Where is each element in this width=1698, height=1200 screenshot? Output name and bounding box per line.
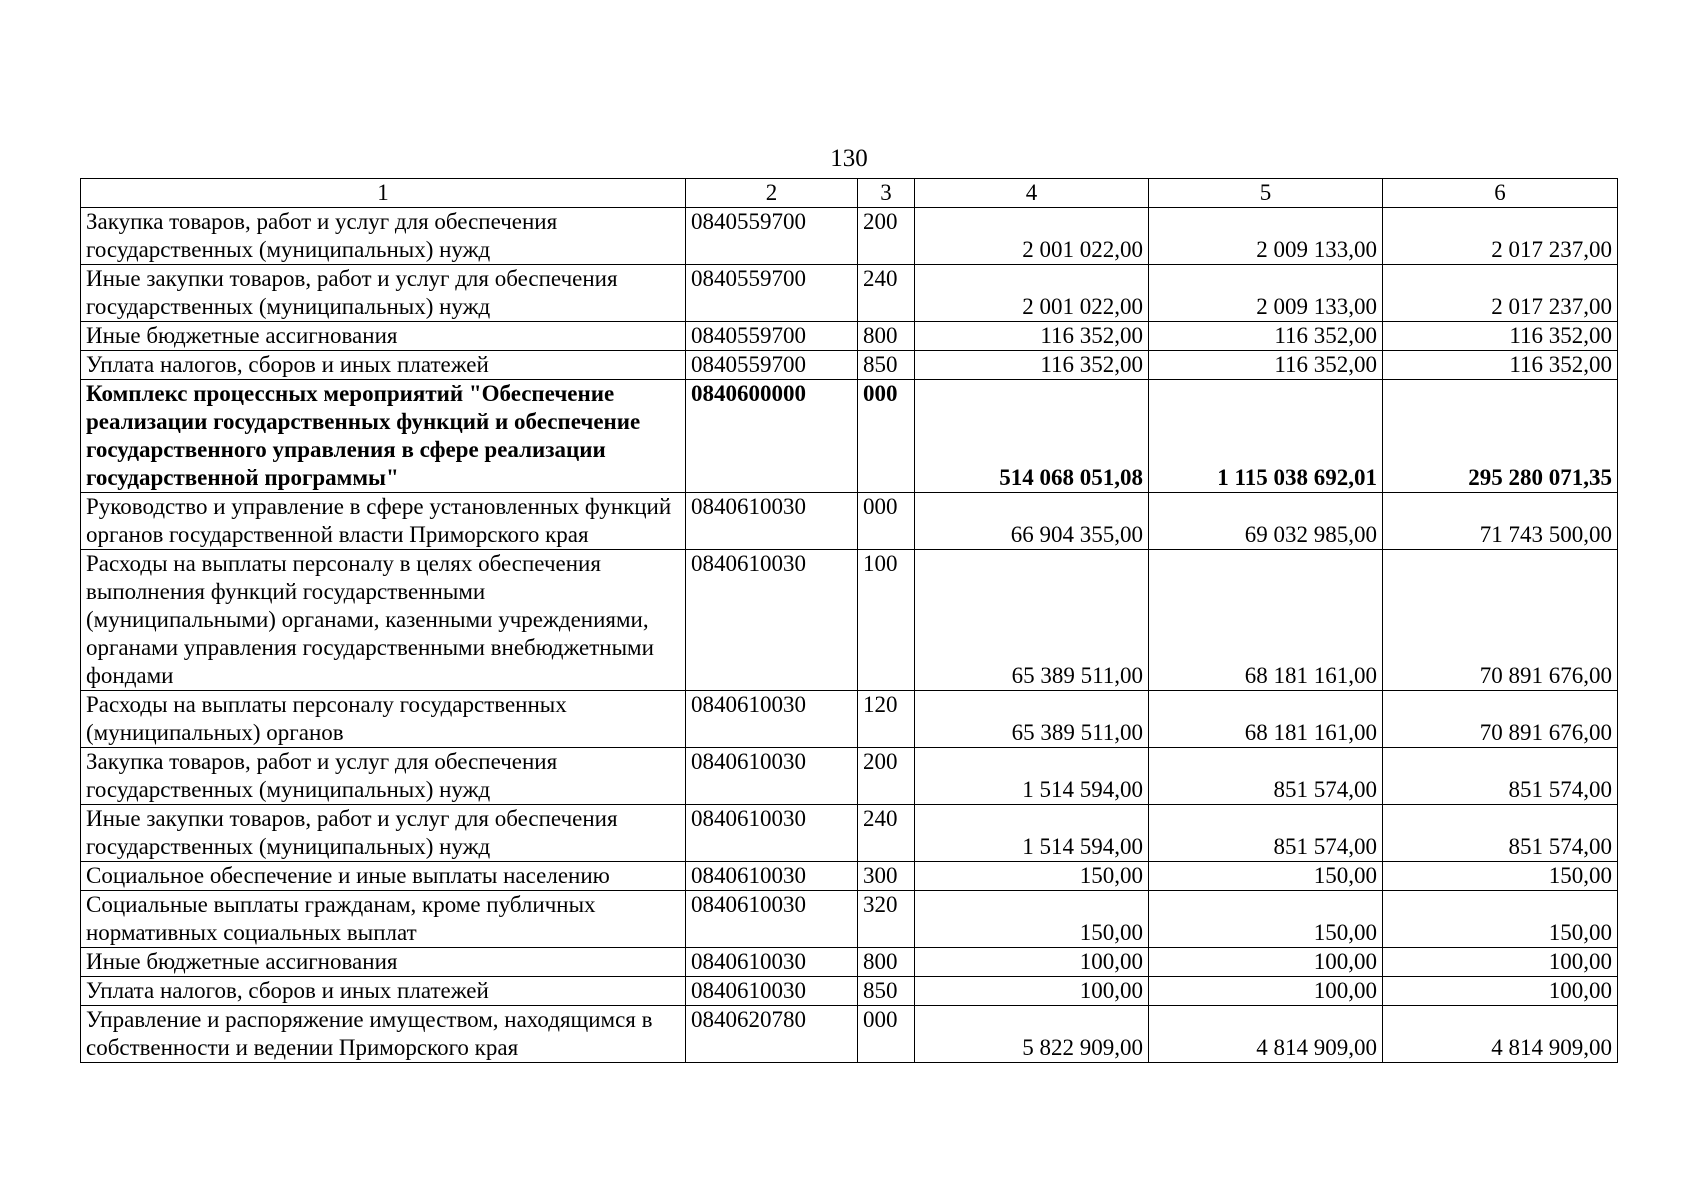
row-vr-cell: 120 — [858, 691, 915, 748]
header-col-1: 1 — [81, 179, 686, 208]
table-row — [81, 493, 1618, 550]
row-code-cell: 0840610030 — [686, 948, 858, 977]
row-value-5-cell: 100,00 — [1149, 977, 1383, 1006]
row-value-4-cell: 66 904 355,00 — [915, 493, 1149, 550]
table-row — [81, 891, 1618, 948]
row-value-5-cell: 100,00 — [1149, 948, 1383, 977]
row-code-cell: 0840559700 — [686, 265, 858, 322]
row-value-5-cell: 2 009 133,00 — [1149, 208, 1383, 265]
row-value-4-cell: 116 352,00 — [915, 322, 1149, 351]
table-row — [81, 208, 1618, 265]
row-value-6-cell: 2 017 237,00 — [1383, 265, 1618, 322]
row-vr-cell: 320 — [858, 891, 915, 948]
row-name-cell: Уплата налогов, сборов и иных платежей — [81, 977, 686, 1006]
row-name-cell: Руководство и управление в сфере установленных функций органов государственной власти Приморского края — [81, 493, 686, 550]
row-value-5-cell: 851 574,00 — [1149, 748, 1383, 805]
page-number: 130 — [830, 145, 868, 172]
row-code-cell: 0840610030 — [686, 891, 858, 948]
table-row — [81, 265, 1618, 322]
row-name-cell: Социальное обеспечение и иные выплаты населению — [81, 862, 686, 891]
row-vr-cell: 200 — [858, 208, 915, 265]
row-value-6-cell: 295 280 071,35 — [1383, 380, 1618, 493]
row-code-cell: 0840620780 — [686, 1006, 858, 1063]
row-value-5-cell: 4 814 909,00 — [1149, 1006, 1383, 1063]
row-value-5-cell: 69 032 985,00 — [1149, 493, 1383, 550]
row-code-cell: 0840559700 — [686, 322, 858, 351]
table-row — [81, 977, 1618, 1006]
row-value-4-cell: 514 068 051,08 — [915, 380, 1149, 493]
row-name-cell: Расходы на выплаты персоналу в целях обеспечения выполнения функций государственными (муниципальными) органами, казенными учреждениями, органами управления государственными внебюджетными фондами — [81, 550, 686, 691]
row-vr-cell: 100 — [858, 550, 915, 691]
row-vr-cell: 000 — [858, 493, 915, 550]
row-name-cell: Иные закупки товаров, работ и услуг для обеспечения государственных (муниципальных) нужд — [81, 265, 686, 322]
row-code-cell: 0840610030 — [686, 493, 858, 550]
row-value-4-cell: 65 389 511,00 — [915, 550, 1149, 691]
row-value-5-cell: 2 009 133,00 — [1149, 265, 1383, 322]
row-vr-cell: 850 — [858, 977, 915, 1006]
row-value-4-cell: 2 001 022,00 — [915, 208, 1149, 265]
row-value-4-cell: 5 822 909,00 — [915, 1006, 1149, 1063]
row-vr-cell: 000 — [858, 1006, 915, 1063]
row-name-cell: Уплата налогов, сборов и иных платежей — [81, 351, 686, 380]
row-value-6-cell: 70 891 676,00 — [1383, 550, 1618, 691]
row-value-5-cell: 68 181 161,00 — [1149, 691, 1383, 748]
row-vr-cell: 800 — [858, 322, 915, 351]
row-code-cell: 0840610030 — [686, 691, 858, 748]
row-value-6-cell: 150,00 — [1383, 862, 1618, 891]
row-value-6-cell: 851 574,00 — [1383, 748, 1618, 805]
row-code-cell: 0840600000 — [686, 380, 858, 493]
row-vr-cell: 240 — [858, 805, 915, 862]
row-value-4-cell: 116 352,00 — [915, 351, 1149, 380]
row-name-cell: Социальные выплаты гражданам, кроме публичных нормативных социальных выплат — [81, 891, 686, 948]
header-col-6: 6 — [1383, 179, 1618, 208]
row-value-6-cell: 71 743 500,00 — [1383, 493, 1618, 550]
header-col-5: 5 — [1149, 179, 1383, 208]
table-row — [81, 691, 1618, 748]
row-value-5-cell: 68 181 161,00 — [1149, 550, 1383, 691]
header-col-2: 2 — [686, 179, 858, 208]
row-value-4-cell: 150,00 — [915, 891, 1149, 948]
row-code-cell: 0840610030 — [686, 748, 858, 805]
row-name-cell: Иные закупки товаров, работ и услуг для обеспечения государственных (муниципальных) нужд — [81, 805, 686, 862]
table-row — [81, 351, 1618, 380]
header-col-3: 3 — [858, 179, 915, 208]
row-vr-cell: 300 — [858, 862, 915, 891]
row-value-6-cell: 100,00 — [1383, 948, 1618, 977]
row-code-cell: 0840559700 — [686, 351, 858, 380]
row-name-cell: Закупка товаров, работ и услуг для обеспечения государственных (муниципальных) нужд — [81, 748, 686, 805]
row-vr-cell: 000 — [858, 380, 915, 493]
table-row — [81, 1006, 1618, 1063]
row-value-4-cell: 100,00 — [915, 977, 1149, 1006]
row-code-cell: 0840610030 — [686, 977, 858, 1006]
row-value-5-cell: 116 352,00 — [1149, 322, 1383, 351]
row-value-6-cell: 100,00 — [1383, 977, 1618, 1006]
table-row — [81, 862, 1618, 891]
row-name-cell: Иные бюджетные ассигнования — [81, 948, 686, 977]
table-row — [81, 550, 1618, 691]
row-code-cell: 0840610030 — [686, 862, 858, 891]
row-value-4-cell: 1 514 594,00 — [915, 748, 1149, 805]
row-value-6-cell: 116 352,00 — [1383, 322, 1618, 351]
row-vr-cell: 800 — [858, 948, 915, 977]
row-value-5-cell: 116 352,00 — [1149, 351, 1383, 380]
row-value-6-cell: 851 574,00 — [1383, 805, 1618, 862]
row-code-cell: 0840610030 — [686, 805, 858, 862]
row-vr-cell: 240 — [858, 265, 915, 322]
row-value-4-cell: 2 001 022,00 — [915, 265, 1149, 322]
row-value-6-cell: 150,00 — [1383, 891, 1618, 948]
budget-table — [80, 178, 1618, 1063]
row-vr-cell: 850 — [858, 351, 915, 380]
table-row — [81, 322, 1618, 351]
row-value-4-cell: 100,00 — [915, 948, 1149, 977]
row-value-6-cell: 116 352,00 — [1383, 351, 1618, 380]
table-row — [81, 948, 1618, 977]
row-name-cell: Иные бюджетные ассигнования — [81, 322, 686, 351]
row-name-cell: Комплекс процессных мероприятий "Обеспечение реализации государственных функций и обеспечение государственного управления в сфере реализации государственной программы" — [81, 380, 686, 493]
header-col-4: 4 — [915, 179, 1149, 208]
row-code-cell: 0840610030 — [686, 550, 858, 691]
row-name-cell: Управление и распоряжение имуществом, находящимся в собственности и ведении Приморского края — [81, 1006, 686, 1063]
row-name-cell: Расходы на выплаты персоналу государственных (муниципальных) органов — [81, 691, 686, 748]
table-row — [81, 748, 1618, 805]
row-value-4-cell: 65 389 511,00 — [915, 691, 1149, 748]
row-value-5-cell: 1 115 038 692,01 — [1149, 380, 1383, 493]
row-value-5-cell: 851 574,00 — [1149, 805, 1383, 862]
row-value-4-cell: 150,00 — [915, 862, 1149, 891]
row-value-6-cell: 4 814 909,00 — [1383, 1006, 1618, 1063]
table-row — [81, 380, 1618, 493]
row-value-6-cell: 2 017 237,00 — [1383, 208, 1618, 265]
row-vr-cell: 200 — [858, 748, 915, 805]
row-value-4-cell: 1 514 594,00 — [915, 805, 1149, 862]
row-code-cell: 0840559700 — [686, 208, 858, 265]
table-row — [81, 805, 1618, 862]
header-row — [81, 179, 1618, 208]
row-value-5-cell: 150,00 — [1149, 891, 1383, 948]
row-value-5-cell: 150,00 — [1149, 862, 1383, 891]
row-name-cell: Закупка товаров, работ и услуг для обеспечения государственных (муниципальных) нужд — [81, 208, 686, 265]
row-value-6-cell: 70 891 676,00 — [1383, 691, 1618, 748]
